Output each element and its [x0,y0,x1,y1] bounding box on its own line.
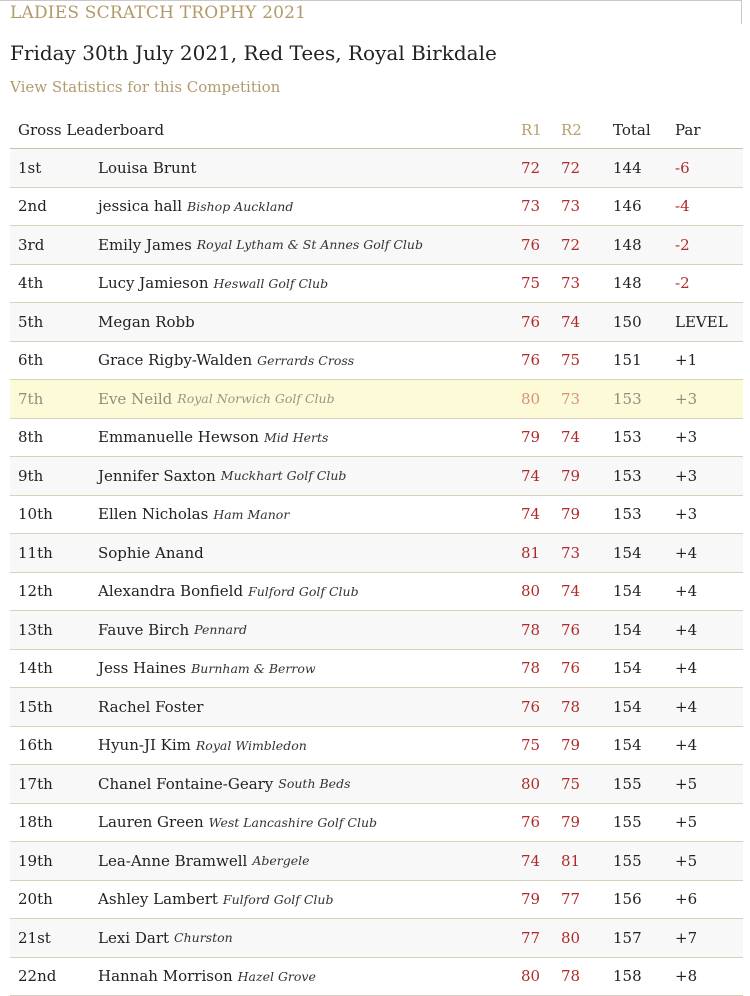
table-row[interactable] [10,688,743,727]
player-name[interactable]: jessica hall [98,197,183,216]
player-name[interactable]: Lexi Dart [98,928,170,947]
club-name: West Lancashire Golf Club [208,814,378,830]
player-name[interactable]: Louisa Brunt [98,158,197,177]
par-score: +4 [675,582,698,601]
player-name[interactable]: Alexandra Bonfield [98,582,244,601]
round1-score: 79 [521,890,541,909]
table-row[interactable] [10,457,743,496]
player-cell [98,380,335,418]
round1-score: 76 [521,351,541,370]
table-row[interactable] [10,226,743,265]
par-score: +3 [675,505,698,524]
player-name[interactable]: Rachel Foster [98,697,204,716]
par-score: -2 [675,274,690,293]
header-name: Gross Leaderboard [18,120,165,139]
round2-score: 72 [561,235,581,254]
player-cell [98,265,328,303]
player-cell [98,688,203,726]
player-cell [98,919,233,957]
position-cell: 8th [18,428,44,447]
round2-score: 81 [561,851,581,870]
player-name[interactable]: Ellen Nicholas [98,505,209,524]
total-score: 153 [613,428,642,447]
total-score: 154 [613,697,642,716]
table-row[interactable] [10,380,743,419]
table-row[interactable] [10,919,743,958]
par-score: -2 [675,235,690,254]
player-cell [98,650,316,688]
round2-score: 73 [561,389,581,408]
total-score: 154 [613,659,642,678]
round1-score: 72 [521,158,541,177]
player-cell [98,226,423,264]
round2-score: 77 [561,890,581,909]
total-score: 146 [613,197,642,216]
round2-score: 73 [561,274,581,293]
table-row[interactable] [10,842,743,881]
competition-title: LADIES SCRATCH TROPHY 2021 [10,3,307,23]
player-cell [98,804,377,842]
position-cell: 6th [18,351,44,370]
total-score: 144 [613,158,642,177]
position-cell: 20th [18,890,53,909]
par-score: +1 [675,351,698,370]
position-cell: 18th [18,813,53,832]
round2-score: 73 [561,197,581,216]
player-cell [98,611,247,649]
par-score: +8 [675,967,698,986]
club-name: Muckhart Golf Club [220,468,347,484]
position-cell: 12th [18,582,53,601]
table-row[interactable] [10,303,743,342]
table-row[interactable] [10,265,743,304]
round1-score: 75 [521,736,541,755]
position-cell: 19th [18,851,53,870]
player-cell [98,188,293,226]
player-name[interactable]: Megan Robb [98,312,195,331]
right-border [741,0,742,24]
round1-score: 74 [521,505,541,524]
player-name[interactable]: Lea-Anne Bramwell [98,851,248,870]
round1-score: 80 [521,774,541,793]
round2-score: 79 [561,505,581,524]
player-name[interactable]: Grace Rigby-Walden [98,351,253,370]
par-score: -4 [675,197,690,216]
total-score: 154 [613,543,642,562]
total-score: 150 [613,312,642,331]
player-cell [98,958,316,996]
table-row[interactable] [10,419,743,458]
round1-score: 80 [521,582,541,601]
header-par: Par [675,120,701,139]
player-name[interactable]: Lauren Green [98,813,204,832]
leaderboard-header [10,111,743,149]
club-name: South Beds [278,776,351,792]
total-score: 154 [613,582,642,601]
par-score: +3 [675,466,698,485]
position-cell: 4th [18,274,44,293]
header-total: Total [613,120,651,139]
position-cell: 7th [18,389,44,408]
player-name[interactable]: Fauve Birch [98,620,190,639]
round2-score: 78 [561,697,581,716]
round2-score: 75 [561,351,581,370]
player-name[interactable]: Hannah Morrison [98,967,233,986]
player-cell [98,419,328,457]
table-row[interactable] [10,573,743,612]
round1-score: 75 [521,274,541,293]
total-score: 155 [613,851,642,870]
par-score: LEVEL [675,312,728,331]
position-cell: 13th [18,620,53,639]
round1-score: 73 [521,197,541,216]
par-score: -6 [675,158,690,177]
table-row[interactable] [10,765,743,804]
player-cell [98,573,359,611]
par-score: +7 [675,928,698,947]
player-cell [98,457,346,495]
player-cell [98,842,310,880]
total-score: 151 [613,351,642,370]
player-name[interactable]: Sophie Anand [98,543,204,562]
total-score: 153 [613,389,642,408]
player-name[interactable]: Hyun-JI Kim [98,736,191,755]
table-row[interactable] [10,727,743,766]
round2-score: 74 [561,582,581,601]
club-name: Fulford Golf Club [222,891,334,907]
round1-score: 79 [521,428,541,447]
player-name[interactable]: Jennifer Saxton [98,466,216,485]
position-cell: 17th [18,774,53,793]
player-cell [98,342,354,380]
position-cell: 3rd [18,235,45,254]
total-score: 155 [613,813,642,832]
round1-score: 76 [521,813,541,832]
view-statistics-link[interactable]: View Statistics for this Competition [10,78,281,96]
club-name: Abergele [252,853,310,869]
total-score: 154 [613,620,642,639]
position-cell: 10th [18,505,53,524]
round2-score: 79 [561,736,581,755]
table-row[interactable] [10,496,743,535]
round2-score: 76 [561,620,581,639]
club-name: Churston [174,930,233,946]
total-score: 156 [613,890,642,909]
par-score: +5 [675,813,698,832]
table-row[interactable] [10,881,743,920]
leaderboard-rows [10,149,743,996]
par-score: +4 [675,736,698,755]
position-cell: 21st [18,928,51,947]
club-name: Royal Wimbledon [195,737,307,753]
position-cell: 11th [18,543,53,562]
competition-subtitle: Friday 30th July 2021, Red Tees, Royal Birkdale [10,41,497,65]
club-name: Ham Manor [213,506,290,522]
table-row[interactable] [10,342,743,381]
position-cell: 1st [18,158,42,177]
table-row[interactable] [10,958,743,996]
round1-score: 74 [521,466,541,485]
position-cell: 9th [18,466,44,485]
total-score: 154 [613,736,642,755]
round2-score: 79 [561,813,581,832]
total-score: 153 [613,505,642,524]
player-cell [98,496,289,534]
round2-score: 72 [561,158,581,177]
position-cell: 5th [18,312,44,331]
round1-score: 80 [521,389,541,408]
round2-score: 78 [561,967,581,986]
total-score: 157 [613,928,642,947]
player-cell [98,534,204,572]
player-cell [98,149,196,187]
player-name[interactable]: Emily James [98,235,192,254]
club-name: Burnham & Berrow [191,660,316,676]
table-row[interactable] [10,188,743,227]
total-score: 153 [613,466,642,485]
par-score: +3 [675,389,698,408]
table-row[interactable] [10,149,743,188]
round1-score: 78 [521,659,541,678]
round1-score: 77 [521,928,541,947]
round1-score: 80 [521,967,541,986]
par-score: +5 [675,851,698,870]
header-r1: R1 [521,120,542,139]
round1-score: 81 [521,543,541,562]
club-name: Fulford Golf Club [248,583,359,599]
position-cell: 16th [18,736,53,755]
total-score: 148 [613,235,642,254]
table-row[interactable] [10,611,743,650]
player-name[interactable]: Lucy Jamieson [98,274,209,293]
position-cell: 22nd [18,967,57,986]
player-name[interactable]: Chanel Fontaine-Geary [98,774,274,793]
position-cell: 15th [18,697,53,716]
position-cell: 2nd [18,197,47,216]
par-score: +4 [675,620,698,639]
total-score: 158 [613,967,642,986]
table-row[interactable] [10,650,743,689]
par-score: +5 [675,774,698,793]
club-name: Hazel Grove [237,968,316,984]
round1-score: 76 [521,697,541,716]
round1-score: 76 [521,235,541,254]
club-name: Pennard [194,622,247,638]
round2-score: 74 [561,312,581,331]
table-row[interactable] [10,534,743,573]
total-score: 155 [613,774,642,793]
player-name[interactable]: Eve Neild [98,389,173,408]
par-score: +4 [675,697,698,716]
par-score: +4 [675,659,698,678]
round2-score: 79 [561,466,581,485]
player-cell [98,881,333,919]
total-score: 148 [613,274,642,293]
club-name: Mid Herts [263,429,329,445]
player-name[interactable]: Jess Haines [98,659,187,678]
position-cell: 14th [18,659,53,678]
par-score: +3 [675,428,698,447]
par-score: +4 [675,543,698,562]
round2-score: 73 [561,543,581,562]
round1-score: 78 [521,620,541,639]
round2-score: 74 [561,428,581,447]
round2-score: 75 [561,774,581,793]
player-cell [98,727,307,765]
round2-score: 76 [561,659,581,678]
header-r2: R2 [561,120,582,139]
round2-score: 80 [561,928,581,947]
club-name: Gerrards Cross [257,352,355,368]
club-name: Royal Lytham & St Annes Golf Club [196,237,423,253]
gross-leaderboard [10,111,743,996]
player-name[interactable]: Ashley Lambert [98,890,218,909]
top-border [0,0,742,1]
round1-score: 76 [521,312,541,331]
round1-score: 74 [521,851,541,870]
player-name[interactable]: Emmanuelle Hewson [98,428,259,447]
player-cell [98,303,195,341]
player-cell [98,765,350,803]
club-name: Heswall Golf Club [213,275,329,291]
club-name: Royal Norwich Golf Club [177,391,335,407]
par-score: +6 [675,890,698,909]
club-name: Bishop Auckland [187,198,294,214]
table-row[interactable] [10,804,743,843]
